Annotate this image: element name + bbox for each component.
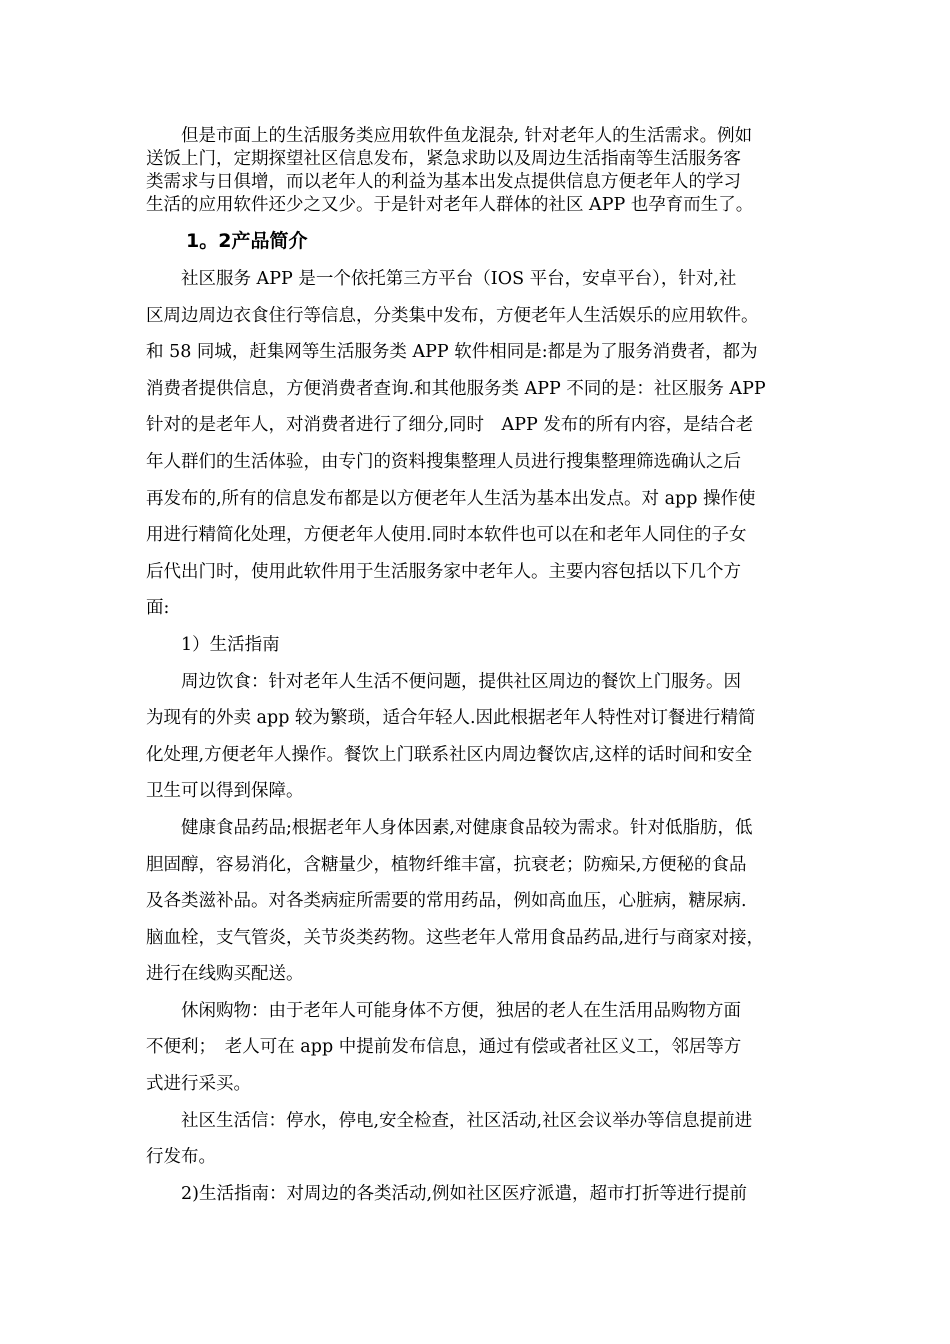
- text-line: 社区生活信：停水，停电,安全检查，社区活动,社区会议举办等信息提前进: [146, 1110, 753, 1131]
- text-line: 式进行采买。: [146, 1074, 251, 1095]
- text-line: 行发布。: [146, 1147, 216, 1168]
- intro-line: 送饭上门，定期探望社区信息发布，紧急求助以及周边生活指南等生活服务客: [146, 149, 741, 169]
- text-line: 休闲购物：由于老年人可能身体不方便，独居的老人在生活用品购物方面: [146, 1000, 741, 1021]
- text-line: 卫生可以得到保障。: [146, 781, 304, 802]
- text-line: 再发布的,所有的信息发布都是以方便老年人生活为基本出发点。对 app 操作使: [146, 488, 756, 509]
- intro-line: 类需求与日俱增，而以老年人的利益为基本出发点提供信息方便老年人的学习: [146, 172, 741, 192]
- text-line: 为现有的外卖 app 较为繁琐，适合年轻人.因此根据老年人特性对订餐进行精简: [146, 708, 756, 729]
- text-line: 区周边周边衣食住行等信息，分类集中发布，方便老年人生活娱乐的应用软件。: [146, 305, 759, 326]
- intro-paragraph: [146, 125, 806, 217]
- text-line: 健康食品药品;根据老年人身体因素,对健康食品较为需求。针对低脂肪，低: [146, 817, 753, 838]
- text-line: 及各类滋补品。对各类病症所需要的常用药品，例如高血压，心脏病，糖尿病.: [146, 891, 747, 912]
- text-line: 年人群们的生活体验，由专门的资料搜集整理人员进行搜集整理筛选确认之后: [146, 451, 741, 472]
- text-line: 用进行精简化处理，方便老年人使用.同时本软件也可以在和老年人同住的子女: [146, 525, 747, 546]
- list-heading: 2)生活指南：对周边的各类活动,例如社区医疗派遣，超市打折等进行提前: [146, 1183, 748, 1204]
- intro-line: 但是市面上的生活服务类应用软件鱼龙混杂, 针对老年人的生活需求。例如: [146, 126, 753, 146]
- section-heading: 1。2产品简介: [186, 230, 308, 252]
- text-line: 面:: [146, 598, 170, 619]
- text-line: 消费者提供信息，方便消费者查询.和其他服务类 APP 不同的是：社区服务 APP: [146, 378, 766, 399]
- text-line: 胆固醇，容易消化，含糖量少，植物纤维丰富，抗衰老；防痴呆,方便秘的食品: [146, 854, 747, 875]
- text-line: 周边饮食：针对老年人生活不便问题，提供社区周边的餐饮上门服务。因: [146, 671, 741, 692]
- text-line: 针对的是老年人，对消费者进行了细分,同时 APP 发布的所有内容，是结合老: [146, 415, 754, 436]
- intro-line: 生活的应用软件还少之又少。于是针对老年人群体的社区 APP 也孕育而生了。: [146, 195, 754, 215]
- list-heading: 1）生活指南: [146, 634, 280, 655]
- text-line: 和 58 同城，赶集网等生活服务类 APP 软件相同是:都是为了服务消费者，都为: [146, 342, 758, 363]
- text-line: 不便利； 老人可在 app 中提前发布信息，通过有偿或者社区义工，邻居等方: [146, 1037, 742, 1058]
- text-line: 后代出门时，使用此软件用于生活服务家中老年人。主要内容包括以下几个方: [146, 561, 741, 582]
- body-text: [146, 261, 808, 1212]
- text-line: 进行在线购买配送。: [146, 964, 304, 985]
- text-line: 化处理,方便老年人操作。餐饮上门联系社区内周边餐饮店,这样的话时间和安全: [146, 744, 753, 765]
- text-line: 脑血栓，支气管炎，关节炎类药物。这些老年人常用食品药品,进行与商家对接，: [146, 927, 765, 948]
- text-line: 社区服务 APP 是一个依托第三方平台（IOS 平台，安卓平台），针对,社: [146, 269, 737, 289]
